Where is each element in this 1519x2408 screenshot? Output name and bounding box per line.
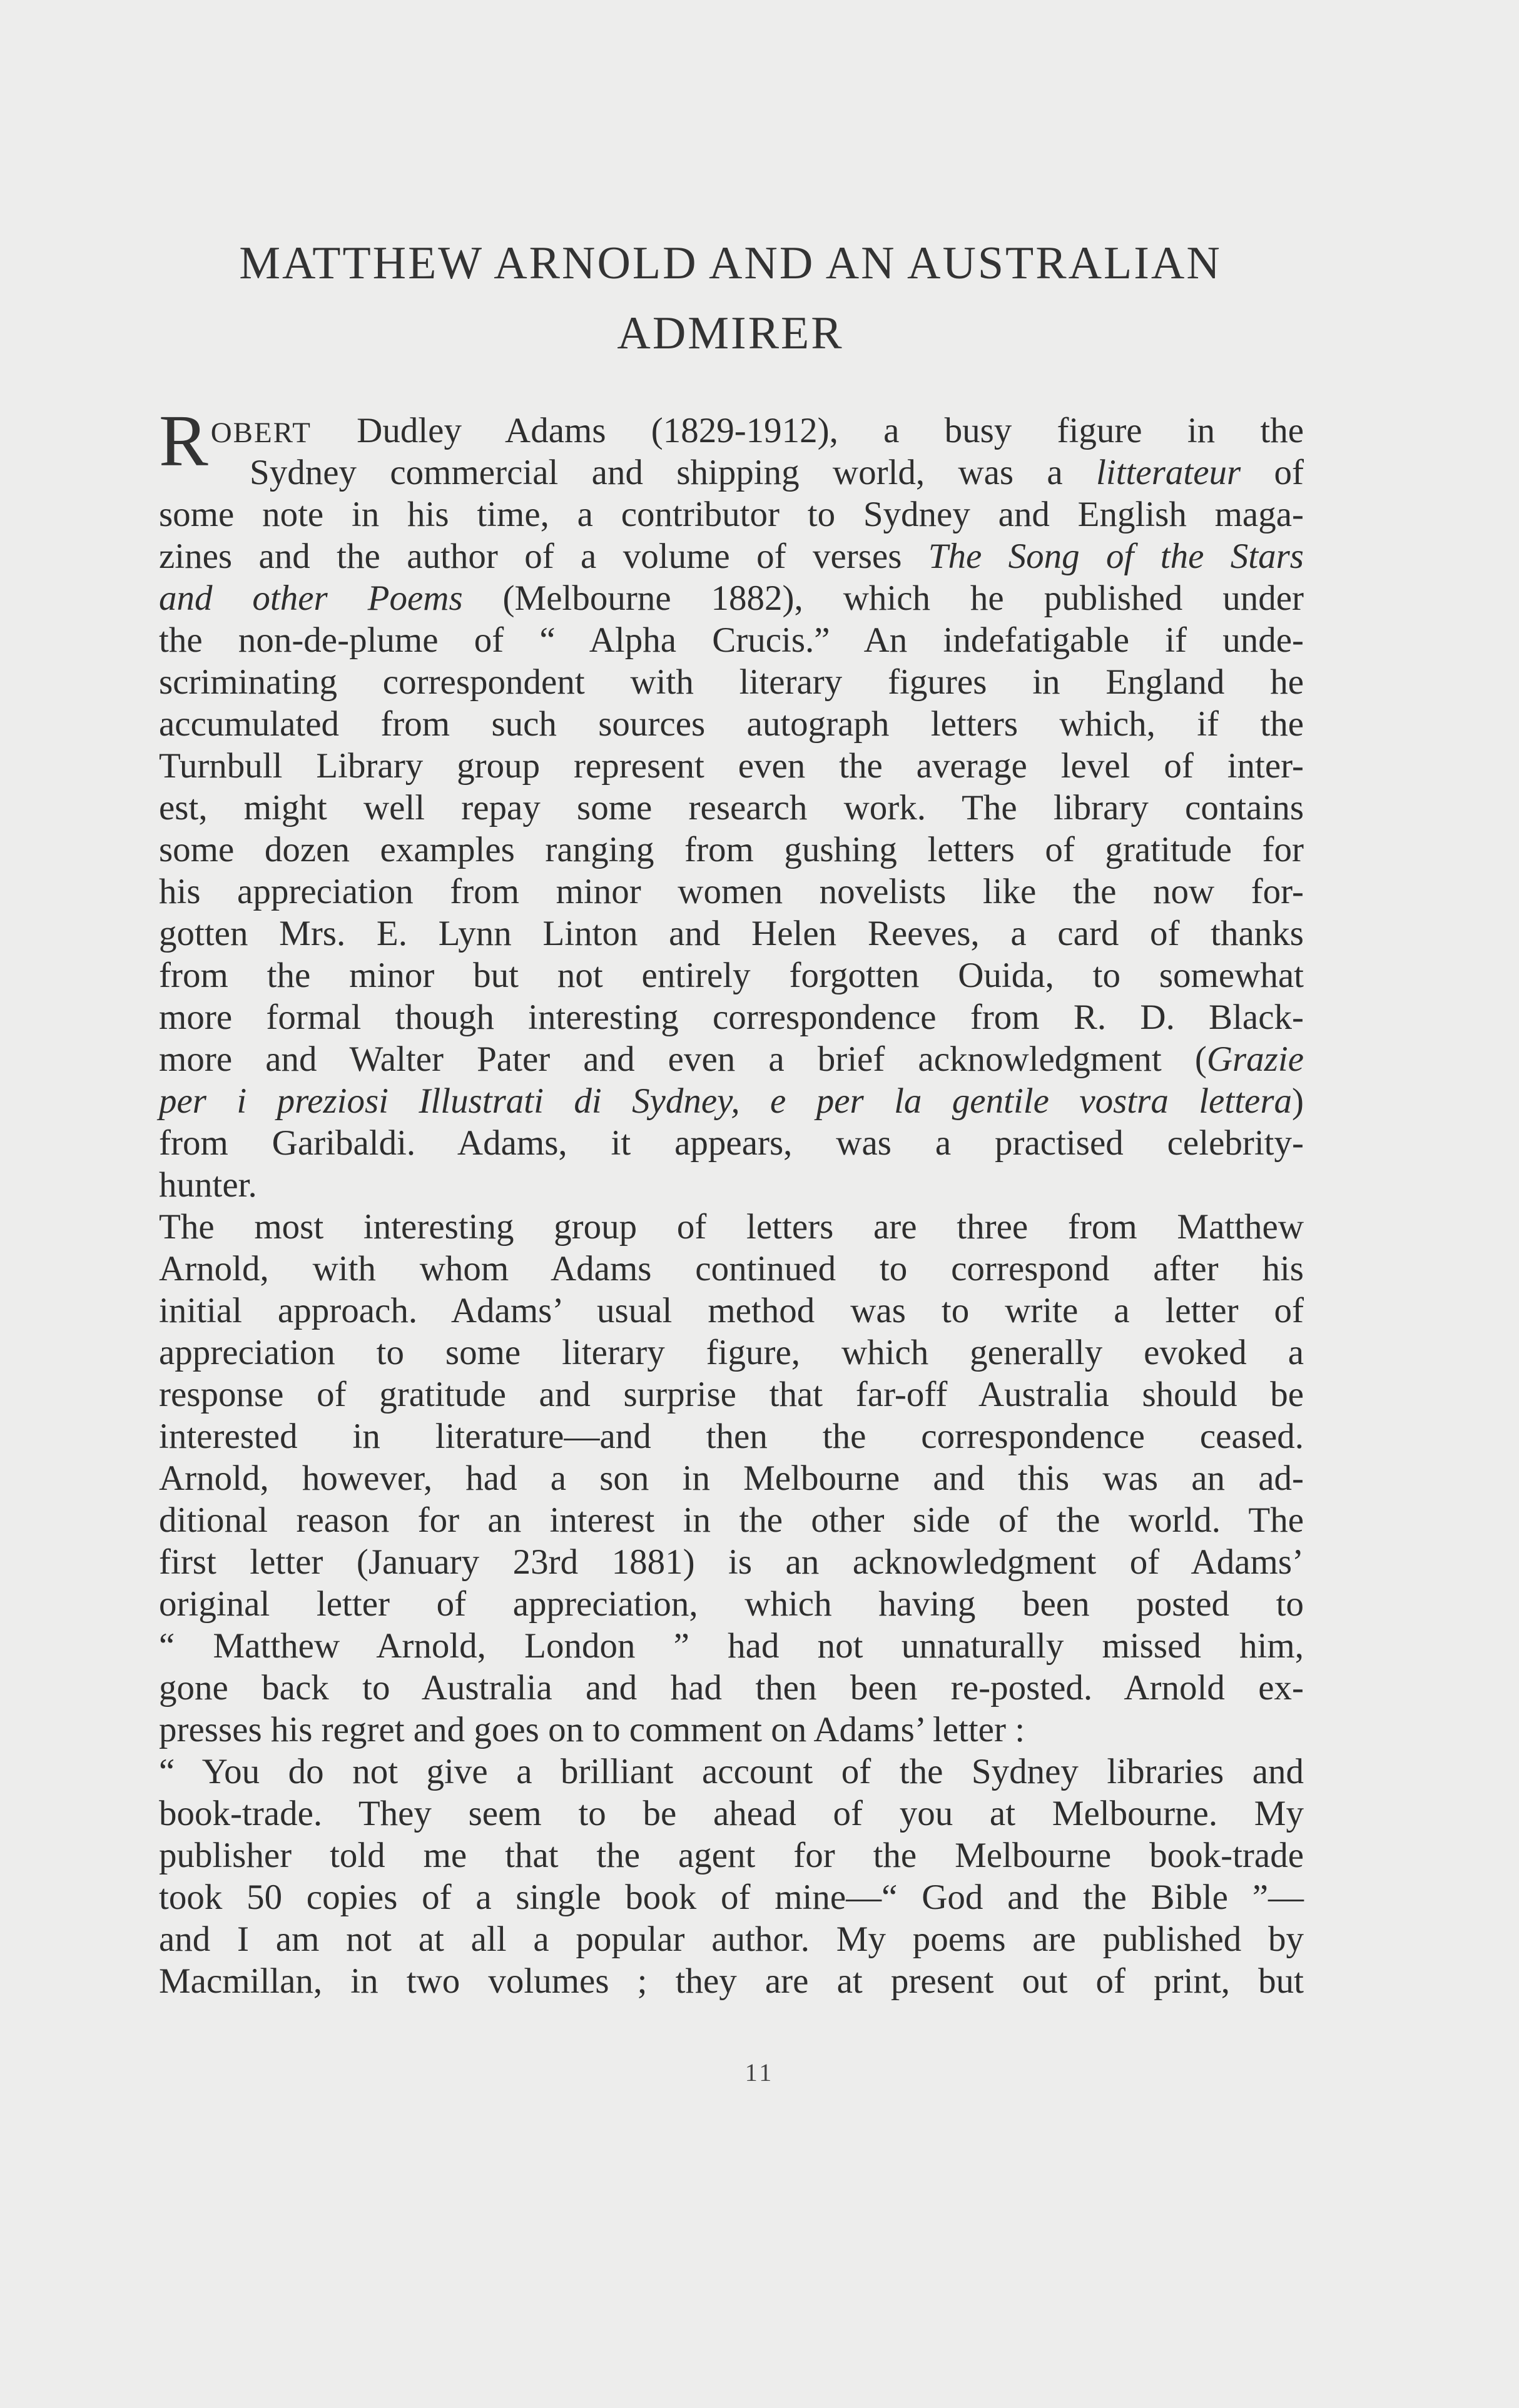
paragraph-line: Turnbull Library group represent even the average level of inter- <box>159 746 1304 786</box>
paragraph-line: hunter. <box>159 1165 257 1205</box>
paragraph-line: his appreciation from minor women novelists like the now for- <box>159 872 1304 911</box>
page-number: 11 <box>744 2058 775 2087</box>
paragraph-line: “ Matthew Arnold, London ” had not unnaturally missed him, <box>159 1626 1304 1666</box>
paragraph-line: from the minor but not entirely forgotten Ouida, to somewhat <box>159 956 1304 995</box>
article-title <box>156 228 1304 368</box>
article-body <box>159 400 1304 2002</box>
paragraph-line: accumulated from such sources autograph letters which, if the <box>159 704 1304 744</box>
paragraph-line: “ You do not give a brilliant account of the Sydney libraries and <box>159 1752 1304 1791</box>
paragraph-line: ROBERT Dudley Adams (1829-1912), a busy figure in the <box>159 400 1304 482</box>
title-line-2: ADMIRER <box>617 308 844 359</box>
title-line-1: MATTHEW ARNOLD AND AN AUSTRALIAN <box>239 238 1222 289</box>
paragraph-line: more and Walter Pater and even a brief acknowledgment (Grazie <box>159 1040 1304 1079</box>
paragraph-line: interested in literature—and then the correspondence ceased. <box>159 1417 1304 1456</box>
drop-cap: R <box>159 400 208 482</box>
paragraph-line: appreciation to some literary figure, which generally evoked a <box>159 1333 1304 1372</box>
paragraph-line: publisher told me that the agent for the Melbourne book-trade <box>159 1836 1304 1875</box>
paragraph-line: first letter (January 23rd 1881) is an acknowledgment of Adams’ <box>159 1542 1304 1582</box>
paragraph-line: est, might well repay some research work. The library contains <box>159 788 1304 827</box>
paragraph-line: zines and the author of a volume of verses The Song of the Stars <box>159 537 1304 576</box>
paragraph-line: gone back to Australia and had then been re-posted. Arnold ex- <box>159 1668 1304 1707</box>
paragraph-line: Arnold, with whom Adams continued to correspond after his <box>159 1249 1304 1288</box>
paragraph-line: more formal though interesting correspondence from R. D. Black- <box>159 998 1304 1037</box>
paragraph-line: scriminating correspondent with literary figures in England he <box>159 662 1304 702</box>
paragraph-line: The most interesting group of letters are three from Matthew <box>159 1207 1304 1247</box>
paragraph-line: some dozen examples ranging from gushing letters of gratitude for <box>159 830 1304 869</box>
paragraph-line: ditional reason for an interest in the other side of the world. The <box>159 1500 1304 1540</box>
paragraph-line: and other Poems (Melbourne 1882), which he published under <box>159 579 1304 618</box>
paragraph-line: Arnold, however, had a son in Melbourne and this was an ad- <box>159 1459 1304 1498</box>
small-caps-word: OBERT <box>210 417 312 449</box>
paragraph-line: Macmillan, in two volumes ; they are at present out of print, but <box>159 1961 1304 2001</box>
paragraph-line: and I am not at all a popular author. My poems are published by <box>159 1920 1304 1959</box>
paragraph-line: Sydney commercial and shipping world, was a litterateur of <box>250 453 1304 492</box>
paragraph-line: some note in his time, a contributor to Sydney and English maga- <box>159 495 1304 534</box>
paragraph-line: from Garibaldi. Adams, it appears, was a practised celebrity- <box>159 1123 1304 1163</box>
paragraph-line: initial approach. Adams’ usual method was to write a letter of <box>159 1291 1304 1330</box>
paragraph-line: gotten Mrs. E. Lynn Linton and Helen Reeves, a card of thanks <box>159 914 1304 953</box>
paragraph-line: original letter of appreciation, which having been posted to <box>159 1584 1304 1624</box>
paragraph-line: per i preziosi Illustrati di Sydney, e per la gentile vostra lettera) <box>159 1081 1304 1121</box>
paragraph-line: book-trade. They seem to be ahead of you at Melbourne. My <box>159 1794 1304 1833</box>
paragraph-line: presses his regret and goes on to comment on Adams’ letter : <box>159 1710 1025 1749</box>
paragraph-line: the non-de-plume of “ Alpha Crucis.” An indefatigable if unde- <box>159 620 1304 660</box>
paragraph-line: took 50 copies of a single book of mine—“ God and the Bible ”— <box>159 1878 1304 1917</box>
paragraph-line: response of gratitude and surprise that far-off Australia should be <box>159 1375 1304 1414</box>
